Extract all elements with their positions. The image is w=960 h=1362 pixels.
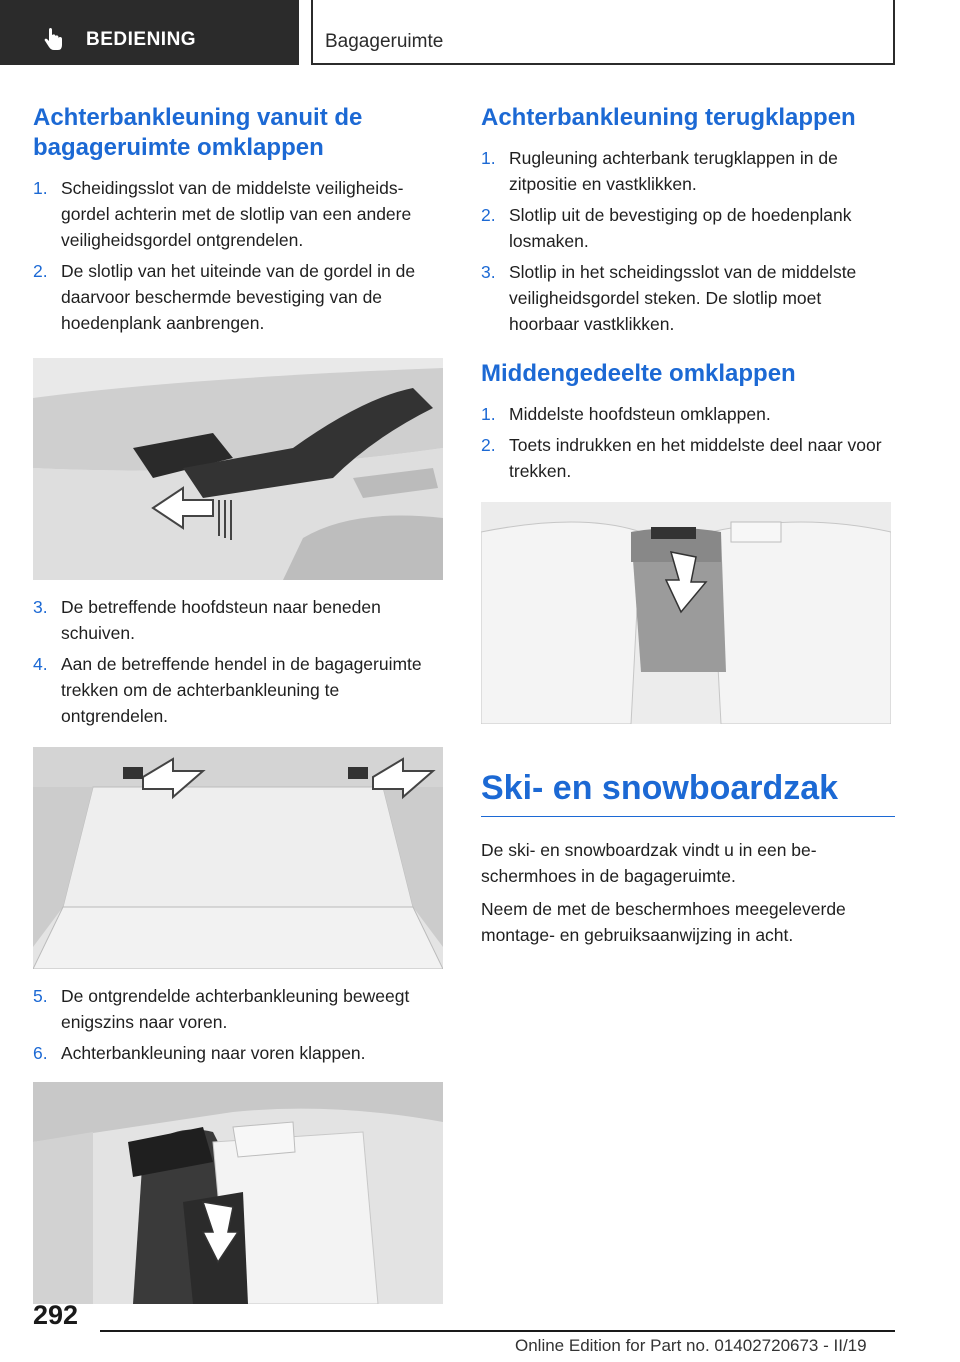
header-section-label: BEDIENING: [86, 29, 197, 50]
list-item: 6. Achterbankleuning naar voren klappen.: [33, 1043, 366, 1063]
steps-list-middle: [481, 401, 895, 484]
figure-trunk-release-levers: [33, 747, 443, 969]
header-chapter-label: Bagageruimte: [325, 31, 444, 52]
heading-fold-back: Achterbankleuning terugklappen: [481, 104, 856, 131]
right-column: [481, 103, 895, 955]
footer-divider: [100, 1330, 895, 1332]
steps-list-fold-back: [481, 145, 895, 337]
figure-parcel-shelf-strap: [33, 358, 443, 580]
list-item: 1. Middelste hoofdsteun omklappen.: [481, 404, 771, 424]
list-item: 4. Aan de betreffende hendel in de bagageruimte trekken om de achterbankleuning te ontgrendelen.: [33, 654, 422, 726]
list-item: 1. Scheidingsslot van de middelste veiligheidsgordel achterin met de slotlip van een andere veiligheidsgordel ontgrendelen.: [33, 178, 412, 250]
figure-middle-section-fold: [481, 502, 891, 724]
heading-middle-section: Middengedeelte omklappen: [481, 360, 796, 387]
paragraph-ski-bag-location: De ski- en snowboardzak vindt u in een beschermhoes in de bagageruimte.: [481, 840, 817, 886]
left-column: [33, 103, 445, 1304]
steps-list-a: [33, 175, 445, 336]
hand-pointer-icon: [42, 28, 64, 52]
list-item: 3. Slotlip in het scheidingsslot van de middelste veiligheidsgordel steken. De slotlip moet hoorbaar vastklikken.: [481, 262, 857, 334]
section-title-ski-bag: Ski- en snowboardzak: [481, 768, 895, 817]
list-item: 1. Rugleuning achterbank terugklappen in de zitpositie en vastklikken.: [481, 148, 838, 194]
paragraph-ski-bag-instructions: Neem de met de beschermhoes meegeleverde montage- en gebruiksaanwijzing in acht.: [481, 899, 846, 945]
list-item: 2. De slotlip van het uiteinde van de gordel in de daarvoor beschermde bevestiging van de hoedenplank aanbrengen.: [33, 261, 416, 333]
steps-list-c: [33, 983, 445, 1066]
header-section-tab: [0, 0, 299, 65]
list-item: 3. De betreffende hoofdsteun naar beneden schuiven.: [33, 597, 381, 643]
list-item: 5. De ontgrendelde achterbankleuning beweegt enigszins naar voren.: [33, 986, 410, 1032]
list-item: 2. Toets indrukken en het middelste deel naar voor trekken.: [481, 435, 882, 481]
heading-fold-from-trunk: Achterbankleuning vanuit de bagageruimte omklappen: [33, 104, 363, 161]
footer-edition: Online Edition for Part no. 01402720673 - II/19: [515, 1336, 867, 1355]
list-item: 2. Slotlip uit de bevestiging op de hoedenplank losmaken.: [481, 205, 852, 251]
steps-list-b: [33, 594, 445, 729]
page-number: 292: [33, 1300, 79, 1330]
figure-seatback-fold-forward: [33, 1082, 443, 1304]
